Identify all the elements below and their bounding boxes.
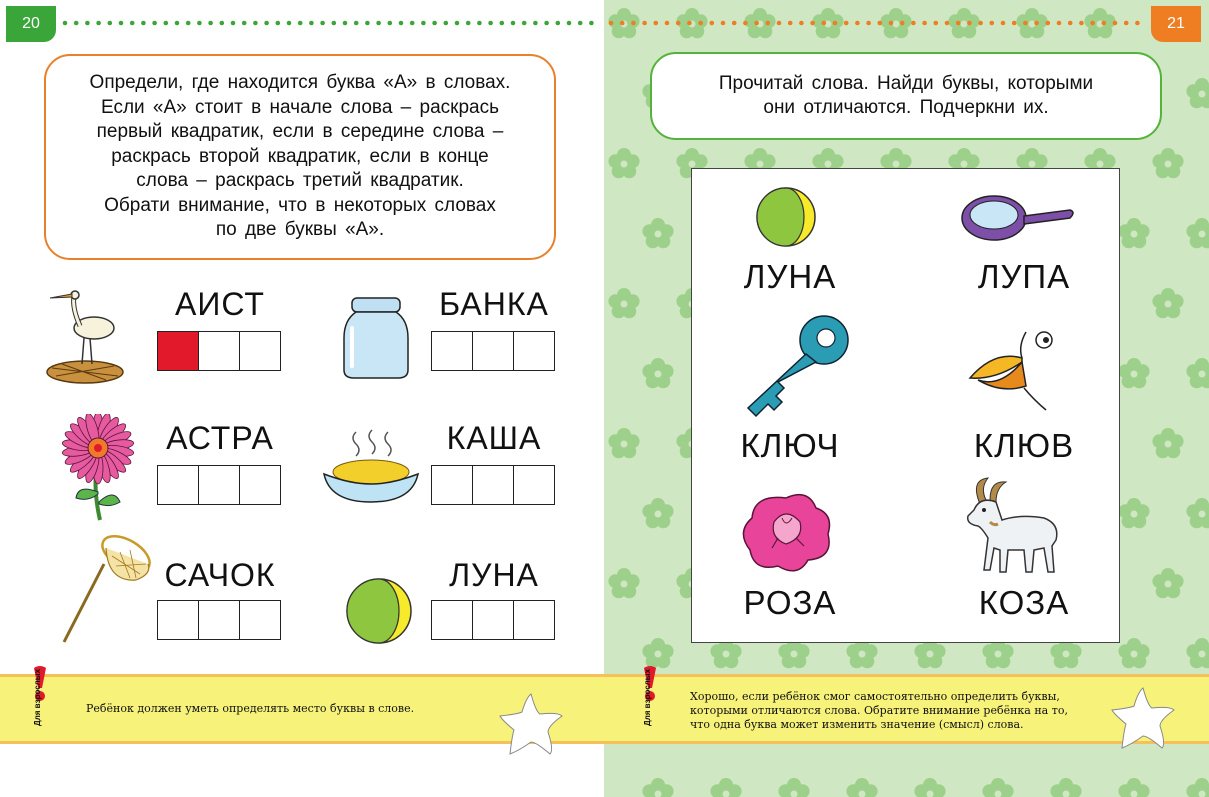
word-kasha: КАША — [446, 420, 542, 456]
rose-icon — [738, 488, 836, 576]
letter-cell[interactable] — [240, 332, 280, 370]
letter-cell[interactable] — [240, 601, 280, 639]
parent-note-line: которыми отличаются слова. Обратите внимание ребёнка на то, — [690, 704, 1068, 717]
flower-motif — [642, 778, 673, 797]
word-sachok: САЧОК — [164, 557, 276, 593]
flower-motif — [1118, 498, 1149, 528]
frying-pan-icon — [958, 188, 1078, 248]
word-luna: ЛУНА — [449, 557, 539, 593]
parent-note-right — [690, 690, 1120, 732]
instruction-line: Обрати внимание, что в некоторых словах — [104, 194, 496, 216]
moon-icon — [344, 576, 414, 646]
word-lupa: ЛУПА — [977, 258, 1071, 295]
beak-icon — [964, 322, 1056, 414]
instruction-box-left — [44, 54, 556, 260]
page-number-left — [6, 6, 56, 42]
letter-cell[interactable] — [473, 466, 514, 504]
flower-motif — [1186, 498, 1209, 528]
letter-cells-luna — [431, 600, 555, 640]
instruction-line: они отличаются. Подчеркни их. — [763, 97, 1049, 118]
flower-motif — [982, 778, 1013, 797]
letter-cell[interactable] — [432, 601, 473, 639]
moon-icon — [754, 185, 818, 249]
letter-cell[interactable] — [240, 466, 280, 504]
flower-motif — [1186, 78, 1209, 108]
goat-icon — [960, 474, 1066, 580]
dotted-rule-right — [608, 20, 1146, 26]
letter-cell[interactable] — [473, 601, 514, 639]
instruction-line: Определи, где находится буква «А» в словах. — [89, 72, 511, 94]
instruction-line: Прочитай слова. Найди буквы, которыми — [718, 72, 1094, 94]
star-icon — [496, 690, 566, 760]
word-aist: АИСТ — [175, 286, 265, 322]
flower-motif — [778, 778, 809, 797]
letter-cell[interactable] — [199, 466, 240, 504]
flower-motif — [1118, 218, 1149, 248]
letter-cell[interactable] — [432, 466, 473, 504]
word-klyuv: КЛЮВ — [973, 427, 1075, 464]
flower-motif — [1152, 288, 1183, 318]
flower-motif — [710, 778, 741, 797]
flower-motif — [1152, 148, 1183, 178]
instruction-text-left — [90, 71, 511, 243]
flower-motif — [642, 498, 673, 528]
parent-note-line: что одна буква может изменить значение (смысл) слова. — [690, 718, 1024, 731]
flower-motif — [1152, 428, 1183, 458]
word-luna: ЛУНА — [743, 258, 837, 295]
flower-motif — [642, 218, 673, 248]
flower-motif — [1186, 218, 1209, 248]
porridge-bowl-icon — [322, 428, 420, 504]
word-roza: РОЗА — [743, 584, 837, 621]
letter-cell[interactable] — [199, 601, 240, 639]
letter-cell[interactable] — [158, 332, 199, 370]
word-klyuch: КЛЮЧ — [740, 427, 840, 464]
flower-motif — [1118, 638, 1149, 668]
letter-cell[interactable] — [473, 332, 514, 370]
instruction-line: первый квадратик, если в середине слова – — [96, 121, 504, 143]
adult-label-right: Для взрослых — [643, 668, 652, 726]
page-number-text: 20 — [22, 15, 40, 32]
letter-cell[interactable] — [158, 601, 199, 639]
key-icon — [738, 312, 854, 420]
adult-label-left: Для взрослых — [33, 668, 42, 726]
page-number-right — [1151, 6, 1201, 42]
flower-motif — [1050, 778, 1081, 797]
flower-motif — [608, 148, 639, 178]
flower-motif — [1118, 778, 1149, 797]
flower-motif — [1152, 568, 1183, 598]
aster-flower-icon — [52, 414, 146, 524]
letter-cells-kasha — [431, 465, 555, 505]
letter-cell[interactable] — [514, 601, 554, 639]
flower-motif — [608, 568, 639, 598]
letter-cell[interactable] — [158, 466, 199, 504]
flower-motif — [1186, 638, 1209, 668]
letter-cell[interactable] — [432, 332, 473, 370]
flower-motif — [642, 358, 673, 388]
letter-cell[interactable] — [199, 332, 240, 370]
flower-motif — [1186, 778, 1209, 797]
letter-cells-aist — [157, 331, 281, 371]
letter-cells-banka — [431, 331, 555, 371]
butterfly-net-icon — [60, 534, 156, 646]
parent-note-left: Ребёнок должен уметь определять место буквы в слове. — [86, 702, 415, 715]
jar-icon — [340, 294, 412, 382]
letter-cell[interactable] — [514, 332, 554, 370]
star-icon — [1108, 684, 1178, 754]
instruction-line: слова – раскрась третий квадратик. — [136, 170, 464, 192]
instruction-line: по две буквы «А». — [215, 219, 385, 241]
flower-motif — [846, 778, 877, 797]
instruction-line: Если «А» стоит в начале слова – раскрась — [100, 96, 499, 118]
left-page — [0, 0, 604, 797]
instruction-text-right — [719, 72, 1093, 121]
flower-motif — [608, 288, 639, 318]
flower-motif — [1186, 358, 1209, 388]
letter-cells-sachok — [157, 600, 281, 640]
word-banka: БАНКА — [439, 286, 549, 322]
page-number-text: 21 — [1167, 15, 1185, 32]
parent-note-line: Хорошо, если ребёнок смог самостоятельно определить буквы, — [690, 690, 1060, 703]
right-page — [604, 0, 1209, 797]
instruction-line: раскрась второй квадратик, если в конце — [111, 145, 489, 167]
letter-cells-astra — [157, 465, 281, 505]
dotted-rule-left — [62, 20, 602, 26]
flower-motif — [1118, 358, 1149, 388]
stork-icon — [42, 288, 128, 386]
flower-motif — [608, 428, 639, 458]
word-astra: АСТРА — [166, 420, 274, 456]
instruction-box-right — [650, 52, 1162, 140]
word-koza: КОЗА — [978, 584, 1070, 621]
letter-cell[interactable] — [514, 466, 554, 504]
flower-motif — [914, 778, 945, 797]
